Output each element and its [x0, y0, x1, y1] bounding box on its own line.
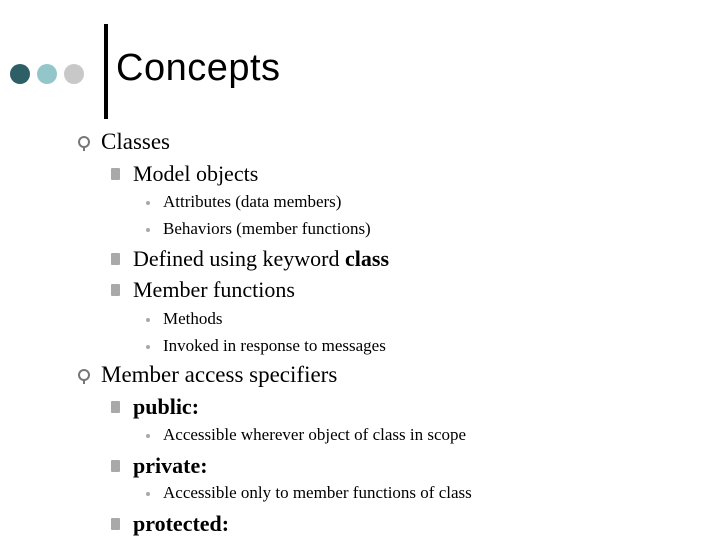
defined-prefix-text: Defined using keyword	[133, 246, 346, 271]
dot-bullet-icon	[146, 434, 150, 438]
class-keyword: class	[345, 246, 390, 271]
classes-text: Classes	[101, 129, 170, 154]
dot-bullet-icon	[146, 318, 150, 322]
access-specifiers-text: Member access specifiers	[101, 362, 338, 387]
dot-bullet-icon	[146, 492, 150, 496]
dark-dot-icon	[10, 64, 30, 84]
public-desc-text: Accessible wherever object of class in scope	[163, 425, 467, 444]
square-bullet-icon	[111, 460, 120, 472]
title-divider	[104, 24, 108, 119]
defined-using-text	[133, 245, 389, 273]
model-objects-text: Model objects	[133, 161, 259, 186]
square-bullet-icon	[111, 253, 120, 265]
methods-text: Methods	[163, 309, 223, 328]
dot-bullet-icon	[146, 228, 150, 232]
dot-bullet-icon	[146, 201, 150, 205]
teal-dot-icon	[37, 64, 57, 84]
attributes-text: Attributes (data members)	[163, 192, 342, 211]
slide-title: Concepts	[116, 47, 281, 89]
dot-bullet-icon	[146, 345, 150, 349]
invoked-text: Invoked in response to messages	[163, 336, 386, 355]
public-keyword: public:	[133, 394, 200, 419]
private-desc-text: Accessible only to member functions of class	[163, 483, 472, 502]
protected-keyword: protected:	[133, 511, 230, 536]
square-bullet-icon	[111, 518, 120, 530]
behaviors-text: Behaviors (member functions)	[163, 219, 371, 238]
hollow-circle-bullet-icon	[74, 132, 94, 152]
square-bullet-icon	[111, 168, 120, 180]
member-functions-text: Member functions	[133, 277, 295, 302]
gray-dot-icon	[64, 64, 84, 84]
square-bullet-icon	[111, 284, 120, 296]
private-keyword: private:	[133, 453, 208, 478]
hollow-circle-bullet-icon	[74, 365, 94, 385]
square-bullet-icon	[111, 401, 120, 413]
